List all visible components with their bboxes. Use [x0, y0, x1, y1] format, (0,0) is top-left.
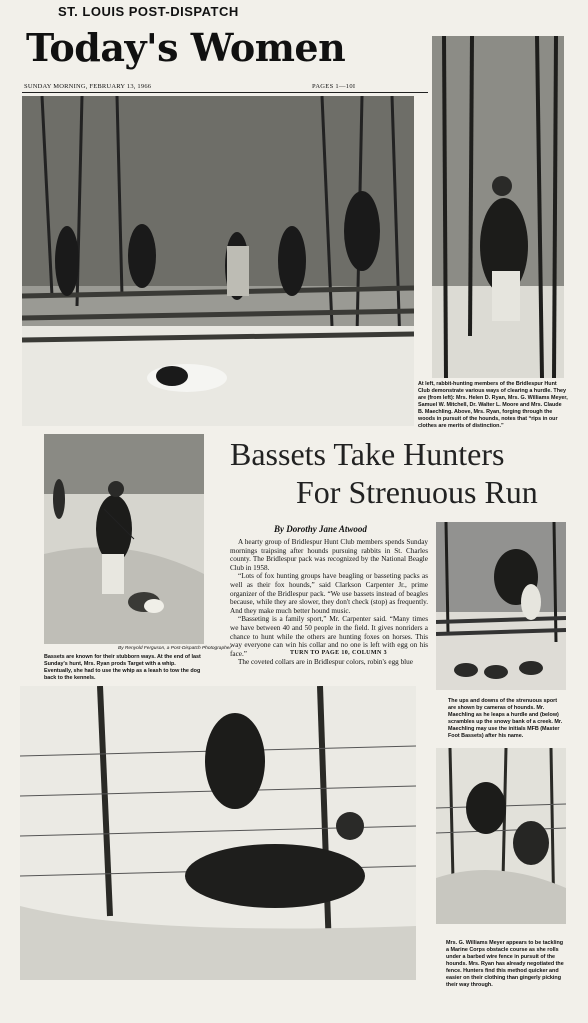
- basset-whip-photo: [44, 434, 204, 644]
- newspaper-name: ST. LOUIS POST-DISPATCH: [58, 4, 239, 19]
- section-title: Today's Women: [26, 25, 346, 70]
- byline: By Dorothy Jane Atwood: [274, 524, 367, 534]
- hurdle-jumpers-photo: [22, 96, 414, 426]
- photo-credit: By Renyold Ferguson, a Post-Dispatch Photographer: [118, 646, 232, 651]
- leap-hurdle-photo: [436, 522, 566, 690]
- headline-line-2: For Strenuous Run: [296, 474, 538, 510]
- masthead-rule: [22, 92, 428, 93]
- woods-portrait-photo: [432, 36, 564, 378]
- article-body: [230, 538, 428, 667]
- paragraph: A hearty group of Bridlespur Hunt Club members spends Sunday mornings traipsing after hounds pursuing rabbits in St. Charles county. The Bridlespur pack was recognized by the National Beagle Club in 1958.: [230, 538, 428, 572]
- paragraph: “Lots of fox hunting groups have beagling or basseting packs as well as their fox hounds,” said Clarkson Carpenter Jr., prime organizer of the Bridlespur pack. “We use bassets instead of beagles because, while they are slower, they don't check (stop) as frequently. And they make much better hound music.: [230, 572, 428, 615]
- headline-line-1: Bassets Take Hunters: [230, 436, 505, 472]
- paragraph: “Basseting is a family sport,” Mr. Carpenter said. “Many times we have between 40 and 50 people in the field. It gives nonriders a chance to hunt while the others are hunting foxes on horses. This way everyone can win his collar and no one is left with egg on his face.”: [230, 615, 428, 658]
- dateline: SUNDAY MORNING, FEBRUARY 13, 1966: [24, 83, 152, 90]
- jump-line: TURN TO PAGE 10, COLUMN 3: [290, 650, 388, 656]
- caption-left-mid: Bassets are known for their stubborn ways. At the end of last Sunday's hunt, Mrs. Ryan prods Target with a whip. Eventually, she had to use the whip as a leash to tow the dog back to the kennels.: [44, 654, 201, 681]
- caption-top-right: At left, rabbit-hunting members of the Bridlespur Hunt Club demonstrate various ways of clearing a hurdle. They are (from left): Mrs. Helen D. Ryan, Mrs. G. Williams Meyer, Samuel W. Mitchell, Dr. Walter L. Moore and Mrs. Claude B. Maechling. Above, Mrs. Ryan, forging through the woods in pursuit of the hounds, notes that “rips in our clothes are merits of distinction.”: [418, 381, 568, 429]
- page-range: PAGES 1—10I: [312, 83, 356, 90]
- barbed-wire-photo: [20, 686, 416, 980]
- creek-bank-photo: [436, 748, 566, 924]
- caption-right-mid: The ups and downs of the strenuous sport are shown by cameras of hounds. Mr. Maechling as he leaps a hurdle and (below) scrambles up the snowy bank of a creek. Mr. Maechling may use the initials MFB (Master Foot Bassets) after his name.: [448, 698, 563, 739]
- caption-right-bottom: Mrs. G. Williams Meyer appears to be tackling a Marine Corps obstacle course as she rolls under a barbed wire fence in pursuit of the hounds. Mrs. Ryan has already negotiated the fence. Hunters find this method quicker and easier on their clothing than gingerly picking their way through.: [446, 940, 564, 988]
- paragraph: The coveted collars are in Bridlespur colors, robin's egg blue: [238, 658, 413, 667]
